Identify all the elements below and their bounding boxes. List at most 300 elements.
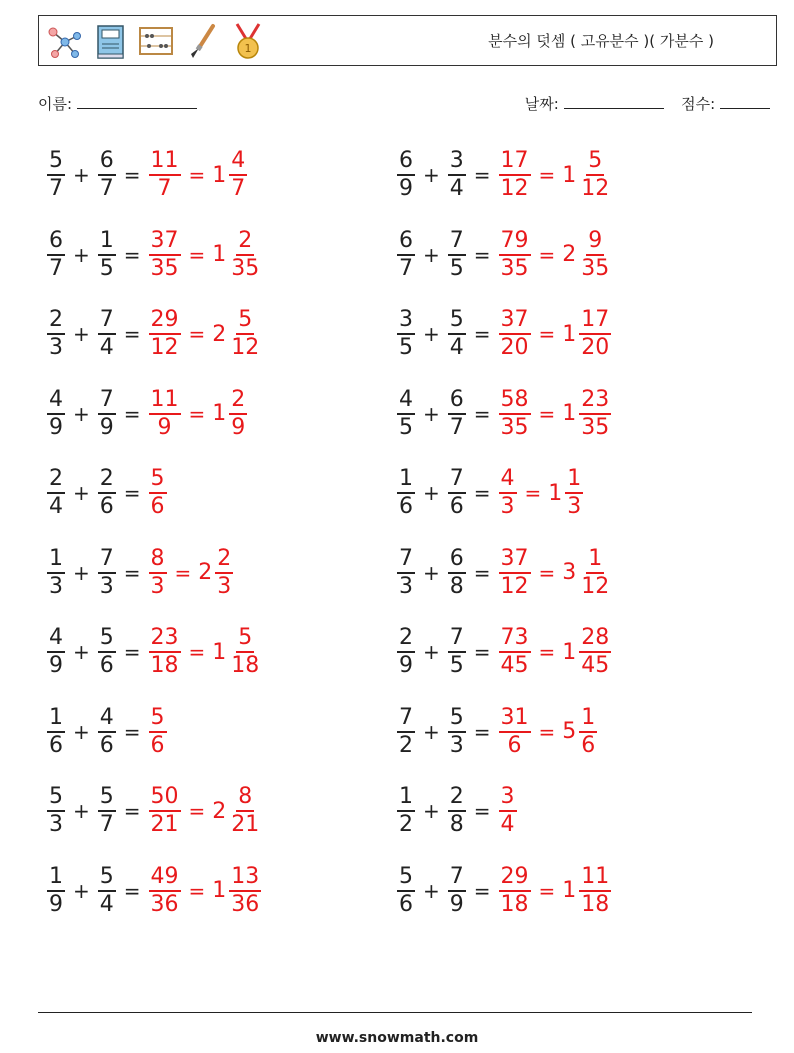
answer-mixed-fraction-numerator: 23: [579, 387, 611, 415]
answer-mixed-fraction-denominator: 12: [231, 335, 260, 360]
plus-sign: +: [423, 640, 440, 664]
addend-a-numerator: 7: [397, 546, 415, 574]
addend-b: [96, 466, 118, 520]
addend-b-numerator: 6: [448, 546, 466, 574]
addend-b-denominator: 4: [99, 891, 114, 917]
answer-whole-number: 2: [562, 242, 577, 267]
answer-whole-number: 2: [212, 798, 227, 824]
addend-b-denominator: 4: [99, 335, 114, 360]
addend-b-numerator: 6: [98, 148, 116, 176]
date-score-field: [525, 93, 770, 114]
answer-whole-number: 1: [562, 162, 577, 188]
addend-a-numerator: 2: [397, 625, 415, 653]
equals-sign: =: [123, 481, 141, 505]
plus-sign: +: [423, 163, 440, 187]
answer-whole-number: 1: [212, 401, 227, 426]
addend-b: [446, 387, 468, 441]
answer-fraction-denominator: 12: [500, 176, 529, 201]
addend-a-denominator: 9: [49, 414, 63, 440]
name-blank[interactable]: [77, 94, 197, 109]
answer-mixed-fraction: [227, 387, 249, 441]
addend-a-denominator: 7: [49, 255, 63, 281]
addend-a-numerator: 6: [397, 228, 415, 256]
answer-fraction-denominator: 35: [500, 414, 529, 440]
answer-mixed-fraction-denominator: 7: [231, 176, 246, 201]
addend-a-denominator: 4: [49, 494, 63, 519]
answer-equals-sign: =: [538, 401, 556, 426]
addend-b-denominator: 3: [449, 732, 464, 758]
problem-item: [44, 700, 170, 764]
addend-b-denominator: 6: [99, 732, 114, 758]
answer-whole-number: 1: [212, 878, 227, 903]
addend-b: [446, 546, 468, 600]
problem-item: [44, 541, 236, 605]
answer-fraction-denominator: 12: [150, 335, 179, 360]
plus-sign: +: [423, 719, 440, 744]
answer-fraction-numerator: 5: [149, 705, 167, 733]
addend-a-denominator: 3: [49, 812, 63, 837]
addend-b-numerator: 5: [448, 705, 466, 733]
addend-a-numerator: 2: [47, 307, 65, 335]
answer-mixed-fraction-denominator: 3: [217, 573, 232, 599]
problem-item: [394, 143, 614, 207]
answer-mixed-fraction-numerator: 2: [236, 228, 254, 256]
answer-equals-sign: =: [538, 640, 556, 664]
answer-fraction: [497, 148, 533, 202]
answer-equals-sign: =: [524, 481, 542, 505]
answer-fraction: [147, 784, 183, 838]
answer-fraction-denominator: 6: [507, 732, 522, 758]
plus-sign: +: [73, 640, 90, 664]
answer-fraction-denominator: 9: [157, 414, 172, 440]
answer-mixed-fraction-denominator: 35: [581, 255, 610, 281]
answer-mixed-fraction: [227, 148, 249, 202]
answer-equals-sign: =: [538, 878, 556, 903]
answer-mixed-fraction: [577, 228, 613, 282]
addend-a-numerator: 5: [47, 784, 65, 812]
equals-sign: =: [473, 719, 491, 744]
problem-item: [394, 620, 614, 684]
answer-fraction-denominator: 7: [157, 176, 172, 201]
answer-mixed-fraction: [227, 307, 263, 361]
addend-b-denominator: 5: [449, 653, 464, 678]
answer-mixed-fraction-denominator: 20: [581, 335, 610, 360]
addend-a-numerator: 1: [397, 784, 415, 812]
answer-whole-number: 2: [198, 560, 213, 585]
answer-mixed-fraction-numerator: 1: [586, 546, 604, 574]
problem-item: [44, 461, 170, 525]
answer-fraction: [497, 625, 533, 679]
book-icon: [91, 20, 129, 62]
addend-b-denominator: 5: [449, 255, 464, 281]
addend-b-denominator: 9: [449, 891, 464, 917]
answer-mixed-fraction-numerator: 28: [579, 625, 611, 653]
equals-sign: =: [123, 401, 141, 426]
answer-fraction: [497, 307, 533, 361]
addend-b: [446, 307, 468, 361]
plus-sign: +: [73, 322, 90, 346]
answer-fraction: [497, 387, 533, 441]
equals-sign: =: [473, 322, 491, 346]
answer-mixed-fraction: [227, 625, 263, 679]
footer-divider: [38, 1012, 752, 1013]
answer-fraction-denominator: 6: [150, 732, 165, 758]
problem-item: [394, 302, 614, 366]
answer-fraction: [147, 148, 183, 202]
plus-sign: +: [73, 560, 90, 585]
answer-fraction-numerator: 5: [149, 466, 167, 494]
answer-fraction-numerator: 37: [499, 546, 531, 574]
addend-a-denominator: 3: [49, 573, 63, 599]
plus-sign: +: [423, 401, 440, 426]
addend-b-numerator: 6: [448, 387, 466, 415]
addend-a-numerator: 1: [47, 705, 65, 733]
answer-fraction-numerator: 8: [149, 546, 167, 574]
plus-sign: +: [423, 481, 440, 505]
answer-mixed-fraction: [577, 546, 613, 600]
problem-item: [394, 541, 614, 605]
addend-b-denominator: 6: [99, 494, 114, 519]
addend-a: [45, 625, 67, 679]
addend-b: [96, 705, 118, 759]
addend-b: [446, 784, 468, 838]
plus-sign: +: [73, 799, 90, 823]
addend-b-denominator: 4: [449, 176, 464, 201]
addend-b: [96, 148, 118, 202]
addend-a: [395, 625, 417, 679]
addend-b: [96, 625, 118, 679]
answer-fraction-numerator: 49: [149, 864, 181, 892]
worksheet-title: 분수의 덧셈 ( 고유분수 )( 가분수 ): [488, 32, 714, 50]
addend-b: [446, 705, 468, 759]
answer-mixed-fraction: [213, 546, 235, 600]
addend-a: [45, 546, 67, 600]
addend-b-denominator: 8: [449, 812, 464, 837]
answer-mixed-fraction: [227, 864, 263, 918]
addend-a: [395, 466, 417, 520]
addend-b-denominator: 5: [99, 255, 114, 281]
answer-mixed-fraction-numerator: 1: [579, 705, 597, 733]
answer-fraction: [497, 705, 533, 759]
answer-fraction: [147, 228, 183, 282]
addend-b-numerator: 7: [98, 307, 116, 335]
answer-fraction: [147, 705, 169, 759]
answer-fraction-numerator: 37: [499, 307, 531, 335]
name-label: 이름:: [38, 95, 73, 113]
answer-mixed-fraction-numerator: 13: [229, 864, 261, 892]
answer-mixed-fraction: [577, 705, 599, 759]
equals-sign: =: [123, 560, 141, 585]
problem-item: [394, 382, 614, 446]
answer-fraction: [147, 546, 169, 600]
answer-fraction-denominator: 6: [150, 494, 165, 519]
addend-b-numerator: 7: [448, 228, 466, 256]
addend-a-numerator: 4: [47, 625, 65, 653]
answer-fraction-denominator: 45: [500, 653, 529, 678]
equals-sign: =: [123, 322, 141, 346]
answer-fraction-denominator: 36: [150, 891, 179, 917]
addend-b: [446, 148, 468, 202]
answer-fraction: [497, 546, 533, 600]
equals-sign: =: [123, 163, 141, 187]
equals-sign: =: [473, 163, 491, 187]
answer-fraction-numerator: 11: [149, 148, 181, 176]
answer-equals-sign: =: [538, 322, 556, 346]
answer-mixed-fraction: [577, 625, 613, 679]
answer-mixed-fraction: [227, 228, 263, 282]
plus-sign: +: [423, 878, 440, 903]
addend-a: [395, 148, 417, 202]
addend-b-numerator: 5: [98, 864, 116, 892]
addend-b-denominator: 6: [449, 494, 464, 519]
answer-equals-sign: =: [188, 401, 206, 426]
addend-a-denominator: 3: [49, 335, 63, 360]
equals-sign: =: [123, 878, 141, 903]
answer-mixed-fraction-denominator: 12: [581, 176, 610, 201]
worksheet-header: [38, 15, 777, 66]
addend-b-numerator: 7: [448, 466, 466, 494]
addend-b-numerator: 7: [98, 546, 116, 574]
addend-b: [96, 228, 118, 282]
answer-whole-number: 1: [562, 401, 577, 426]
equals-sign: =: [473, 401, 491, 426]
equals-sign: =: [473, 242, 491, 267]
problem-item: [394, 461, 586, 525]
equals-sign: =: [123, 799, 141, 823]
score-label: 점수:: [681, 95, 716, 113]
addend-a-numerator: 2: [47, 466, 65, 494]
addend-b: [96, 387, 118, 441]
addend-a-denominator: 5: [399, 335, 413, 360]
answer-mixed-fraction-numerator: 5: [236, 307, 254, 335]
plus-sign: +: [73, 163, 90, 187]
addend-b: [96, 307, 118, 361]
answer-mixed-fraction-numerator: 5: [586, 148, 604, 176]
answer-fraction-numerator: 73: [499, 625, 531, 653]
answer-mixed-fraction-denominator: 35: [231, 255, 260, 281]
answer-whole-number: 1: [212, 639, 227, 665]
addend-a-denominator: 5: [399, 414, 413, 440]
answer-whole-number: 1: [548, 480, 563, 506]
plus-sign: +: [73, 719, 90, 744]
answer-equals-sign: =: [174, 560, 192, 585]
equals-sign: =: [123, 640, 141, 664]
answer-fraction-numerator: 31: [499, 705, 531, 733]
answer-fraction-denominator: 18: [150, 653, 179, 678]
problem-item: [44, 143, 250, 207]
abacus-icon: [137, 20, 175, 62]
addend-a: [45, 307, 67, 361]
addend-b-numerator: 5: [98, 784, 116, 812]
addend-a: [45, 864, 67, 918]
addend-a-denominator: 9: [49, 891, 63, 917]
equals-sign: =: [123, 242, 141, 267]
answer-mixed-fraction-denominator: 6: [581, 732, 596, 758]
paintbrush-icon: [183, 20, 221, 62]
date-blank[interactable]: [564, 94, 664, 109]
addend-a: [45, 387, 67, 441]
answer-mixed-fraction-numerator: 4: [229, 148, 247, 176]
addend-b: [446, 228, 468, 282]
addend-b-denominator: 7: [449, 414, 464, 440]
plus-sign: +: [73, 401, 90, 426]
problem-item: [44, 620, 264, 684]
addend-b-numerator: 1: [98, 228, 116, 256]
addend-b-denominator: 9: [99, 414, 114, 440]
answer-mixed-fraction-denominator: 3: [567, 494, 582, 519]
answer-fraction: [147, 466, 169, 520]
answer-fraction: [497, 784, 519, 838]
answer-equals-sign: =: [188, 878, 206, 903]
answer-fraction-denominator: 20: [500, 335, 529, 360]
plus-sign: +: [73, 878, 90, 903]
answer-mixed-fraction-numerator: 1: [565, 466, 583, 494]
addend-a: [395, 387, 417, 441]
addend-b: [446, 625, 468, 679]
addend-b-denominator: 7: [99, 176, 114, 201]
answer-equals-sign: =: [538, 242, 556, 267]
answer-fraction-numerator: 29: [149, 307, 181, 335]
plus-sign: +: [73, 242, 90, 267]
answer-fraction-denominator: 3: [500, 494, 515, 519]
addend-a-denominator: 9: [49, 653, 63, 678]
addend-a: [395, 864, 417, 918]
addend-a-denominator: 7: [399, 255, 413, 281]
answer-equals-sign: =: [188, 799, 206, 823]
answer-fraction-denominator: 35: [150, 255, 179, 281]
answer-fraction-numerator: 4: [499, 466, 517, 494]
addend-a-numerator: 5: [47, 148, 65, 176]
answer-mixed-fraction-numerator: 9: [586, 228, 604, 256]
header-icons: [45, 20, 267, 62]
addend-a: [395, 546, 417, 600]
answer-equals-sign: =: [188, 242, 206, 267]
date-label: 날짜:: [524, 95, 559, 113]
addend-b-denominator: 3: [99, 573, 114, 599]
addend-a-numerator: 1: [397, 466, 415, 494]
answer-whole-number: 3: [562, 560, 577, 585]
addend-a-denominator: 6: [49, 732, 63, 758]
addend-a-numerator: 1: [47, 864, 65, 892]
equals-sign: =: [473, 799, 491, 823]
answer-mixed-fraction: [577, 387, 613, 441]
addend-b-denominator: 4: [449, 335, 464, 360]
addend-b-numerator: 4: [98, 705, 116, 733]
equals-sign: =: [473, 640, 491, 664]
addend-b-numerator: 7: [448, 864, 466, 892]
equals-sign: =: [473, 878, 491, 903]
addend-a-denominator: 9: [399, 176, 413, 201]
addend-a: [45, 705, 67, 759]
answer-equals-sign: =: [188, 322, 206, 346]
addend-a-denominator: 9: [399, 653, 413, 678]
addend-a-denominator: 3: [399, 573, 413, 599]
answer-equals-sign: =: [188, 640, 206, 664]
answer-mixed-fraction-denominator: 21: [231, 812, 260, 837]
answer-mixed-fraction: [563, 466, 585, 520]
molecule-icon: [45, 20, 83, 62]
answer-fraction: [147, 625, 183, 679]
answer-whole-number: 1: [562, 878, 577, 903]
answer-whole-number: 1: [212, 162, 227, 188]
addend-b: [446, 864, 468, 918]
answer-mixed-fraction-numerator: 5: [236, 625, 254, 653]
problem-item: [44, 779, 264, 843]
answer-mixed-fraction: [227, 784, 263, 838]
answer-fraction-numerator: 23: [149, 625, 181, 653]
answer-fraction-denominator: 21: [150, 812, 179, 837]
equals-sign: =: [123, 719, 141, 744]
answer-mixed-fraction-denominator: 45: [581, 653, 610, 678]
answer-fraction-denominator: 12: [500, 573, 529, 599]
addend-b: [96, 864, 118, 918]
answer-fraction: [147, 307, 183, 361]
answer-mixed-fraction-denominator: 9: [231, 414, 246, 440]
addend-a: [45, 466, 67, 520]
addend-a-denominator: 2: [399, 812, 413, 837]
addend-a-denominator: 6: [399, 494, 413, 519]
addend-b: [96, 784, 118, 838]
addend-a: [45, 784, 67, 838]
answer-fraction-denominator: 35: [500, 255, 529, 281]
answer-equals-sign: =: [538, 719, 556, 744]
addend-a: [395, 307, 417, 361]
answer-equals-sign: =: [538, 163, 556, 187]
addend-a-numerator: 6: [397, 148, 415, 176]
answer-mixed-fraction-numerator: 2: [215, 546, 233, 574]
addend-a: [45, 148, 67, 202]
problem-item: [394, 700, 600, 764]
score-blank[interactable]: [720, 94, 770, 109]
addend-b-numerator: 7: [448, 625, 466, 653]
answer-whole-number: 2: [212, 321, 227, 347]
answer-mixed-fraction-denominator: 18: [231, 653, 260, 678]
addend-b-numerator: 5: [98, 625, 116, 653]
answer-fraction-numerator: 3: [499, 784, 517, 812]
answer-fraction: [497, 864, 533, 918]
answer-fraction: [497, 228, 533, 282]
answer-fraction-numerator: 17: [499, 148, 531, 176]
plus-sign: +: [423, 242, 440, 267]
problem-item: [44, 302, 264, 366]
addend-b: [96, 546, 118, 600]
addend-b-denominator: 7: [99, 812, 114, 837]
answer-fraction-denominator: 3: [150, 573, 165, 599]
problem-item: [44, 382, 250, 446]
answer-fraction: [147, 387, 183, 441]
addend-a-numerator: 5: [397, 864, 415, 892]
answer-whole-number: 1: [562, 639, 577, 665]
problem-item: [44, 223, 264, 287]
addend-a-numerator: 4: [397, 387, 415, 415]
answer-fraction-numerator: 58: [499, 387, 531, 415]
answer-whole-number: 1: [212, 242, 227, 267]
addend-b: [446, 466, 468, 520]
addend-b-numerator: 2: [448, 784, 466, 812]
name-field: [38, 93, 197, 114]
plus-sign: +: [423, 799, 440, 823]
answer-mixed-fraction: [577, 864, 613, 918]
addend-b-numerator: 2: [98, 466, 116, 494]
plus-sign: +: [73, 481, 90, 505]
addend-b-numerator: 5: [448, 307, 466, 335]
addend-b-denominator: 8: [449, 573, 464, 599]
svg-text:1: 1: [244, 42, 252, 55]
equals-sign: =: [473, 560, 491, 585]
answer-whole-number: 1: [562, 321, 577, 347]
answer-mixed-fraction-denominator: 35: [581, 414, 610, 440]
answer-mixed-fraction-numerator: 17: [579, 307, 611, 335]
